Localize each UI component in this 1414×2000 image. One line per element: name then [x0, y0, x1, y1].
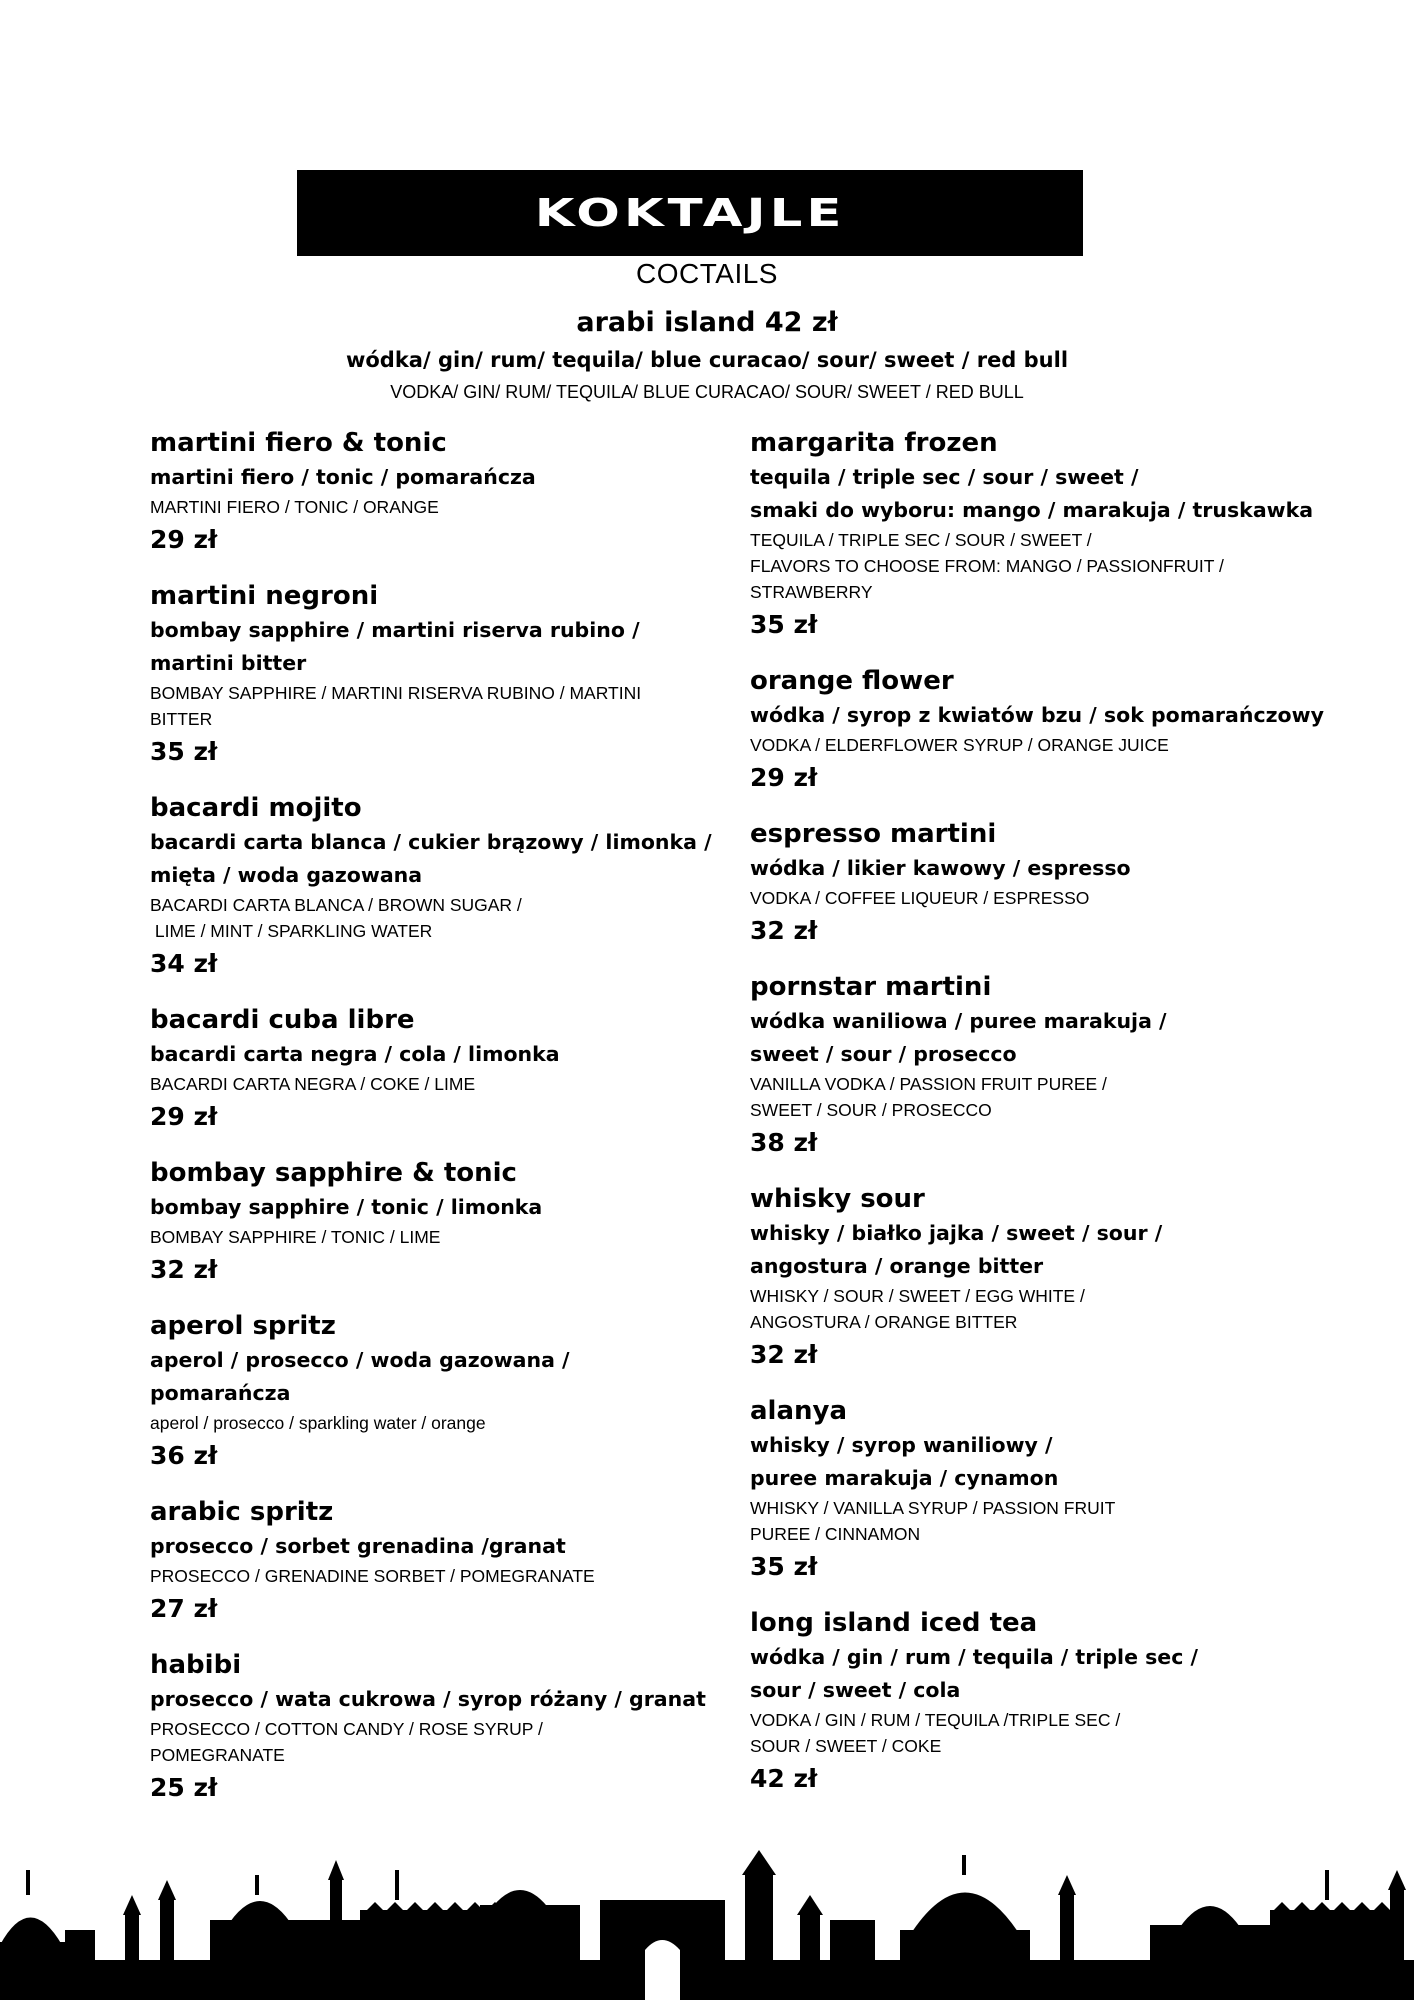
ingredients-en-line: BOMBAY SAPPHIRE / TONIC / LIME — [150, 1227, 441, 1247]
menu-item-bombay-sapphire-tonic — [150, 1155, 710, 1288]
ingredients-pl-line: aperol / prosecco / woda gazowana / — [150, 1348, 570, 1372]
cocktail-name: arabic spritz — [150, 1497, 334, 1527]
ingredients-pl-line: bacardi carta negra / cola / limonka — [150, 1042, 560, 1066]
menu-title-banner — [297, 170, 1083, 256]
menu-subtitle: COCTAILS — [636, 258, 778, 289]
ingredients-en-line: BOMBAY SAPPHIRE / MARTINI RISERVA RUBINO / MARTINI — [150, 683, 642, 703]
ingredients-en-line: BACARDI CARTA NEGRA / COKE / LIME — [150, 1074, 476, 1094]
menu-item-whisky-sour — [750, 1181, 1320, 1373]
ingredients-en-line: TEQUILA / TRIPLE SEC / SOUR / SWEET / — [750, 530, 1092, 550]
ingredients-en-line: FLAVORS TO CHOOSE FROM: MANGO / PASSIONFRUIT / — [750, 556, 1224, 576]
ingredients-pl-line: puree marakuja / cynamon — [750, 1466, 1059, 1490]
ingredients-pl — [150, 1191, 710, 1224]
ingredients-pl — [150, 1683, 710, 1716]
ingredients-en — [750, 1071, 1320, 1123]
ingredients-pl-line: wódka / syrop z kwiatów bzu / sok pomarańczowy — [750, 703, 1324, 727]
cocktail-name: long island iced tea — [750, 1608, 1038, 1638]
ingredients-pl-line: sweet / sour / prosecco — [750, 1042, 1017, 1066]
ingredients-en-line: VODKA / GIN / RUM / TEQUILA /TRIPLE SEC / — [750, 1710, 1121, 1730]
ingredients-en — [750, 1707, 1320, 1759]
menu-item-long-island-iced-tea — [750, 1605, 1320, 1797]
price: 34 zł — [150, 949, 218, 978]
ingredients-pl — [750, 852, 1320, 885]
ingredients-en — [150, 1410, 710, 1436]
menu-item-habibi — [150, 1647, 710, 1806]
city-skyline-silhouette — [0, 1850, 1414, 2000]
ingredients-en-line: aperol / prosecco / sparkling water / orange — [150, 1413, 486, 1433]
ingredients-pl-line: angostura / orange bitter — [750, 1254, 1044, 1278]
ingredients-pl-line: whisky / białko jajka / sweet / sour / — [750, 1221, 1163, 1245]
cocktail-name: margarita frozen — [750, 428, 998, 458]
cocktail-name: whisky sour — [750, 1184, 925, 1214]
ingredients-en — [150, 494, 710, 520]
ingredients-en-line: MARTINI FIERO / TONIC / ORANGE — [150, 497, 439, 517]
menu-item-aperol-spritz — [150, 1308, 710, 1474]
ingredients-en-line: BITTER — [150, 709, 213, 729]
featured-ingredients-pl: wódka/ gin/ rum/ tequila/ blue curacao/ sour/ sweet / red bull — [345, 348, 1069, 372]
ingredients-pl-line: sour / sweet / cola — [750, 1678, 961, 1702]
ingredients-pl — [750, 699, 1324, 732]
price: 32 zł — [750, 1340, 818, 1369]
ingredients-pl-line: whisky / syrop waniliowy / — [750, 1433, 1053, 1457]
ingredients-pl — [150, 1530, 710, 1563]
ingredients-pl-line: pomarańcza — [150, 1381, 291, 1405]
menu-item-arabic-spritz — [150, 1494, 710, 1627]
ingredients-en — [750, 885, 1320, 911]
ingredients-pl-line: mięta / woda gazowana — [150, 863, 423, 887]
price: 42 zł — [750, 1764, 818, 1793]
price: 35 zł — [150, 737, 218, 766]
ingredients-en — [150, 1071, 710, 1097]
ingredients-en-line: WHISKY / SOUR / SWEET / EGG WHITE / — [750, 1286, 1085, 1306]
ingredients-pl — [150, 461, 710, 494]
ingredients-en — [150, 1716, 710, 1768]
price: 36 zł — [150, 1441, 218, 1470]
ingredients-en — [750, 527, 1320, 605]
ingredients-pl — [750, 461, 1320, 527]
menu-item-pornstar-martini — [750, 969, 1320, 1161]
ingredients-pl — [150, 614, 710, 680]
cocktail-name: bacardi cuba libre — [150, 1005, 415, 1035]
ingredients-en-line: SWEET / SOUR / PROSECCO — [750, 1100, 992, 1120]
price: 29 zł — [150, 1102, 218, 1131]
ingredients-pl-line: martini fiero / tonic / pomarańcza — [150, 465, 536, 489]
ingredients-pl-line: tequila / triple sec / sour / sweet / — [750, 465, 1139, 489]
ingredients-pl-line: wódka / gin / rum / tequila / triple sec / — [750, 1645, 1198, 1669]
ingredients-en-line: ANGOSTURA / ORANGE BITTER — [750, 1312, 1018, 1332]
menu-item-martini-fiero-tonic — [150, 425, 710, 558]
cocktail-name: habibi — [150, 1650, 242, 1680]
ingredients-pl — [750, 1005, 1320, 1071]
featured-ingredients-en: VODKA/ GIN/ RUM/ TEQUILA/ BLUE CURACAO/ SOUR/ SWEET / RED BULL — [390, 382, 1024, 402]
ingredients-pl-line: bombay sapphire / tonic / limonka — [150, 1195, 543, 1219]
price: 27 zł — [150, 1594, 218, 1623]
ingredients-pl-line: bombay sapphire / martini riserva rubino / — [150, 618, 640, 642]
price: 29 zł — [750, 763, 818, 792]
ingredients-pl-line: wódka / likier kawowy / espresso — [750, 856, 1131, 880]
ingredients-en — [750, 1283, 1320, 1335]
ingredients-pl — [150, 1344, 710, 1410]
price: 32 zł — [150, 1255, 218, 1284]
ingredients-pl — [750, 1641, 1320, 1707]
ingredients-en-line: BACARDI CARTA BLANCA / BROWN SUGAR / — [150, 895, 522, 915]
ingredients-en-line: PROSECCO / GRENADINE SORBET / POMEGRANATE — [150, 1566, 595, 1586]
ingredients-en-line: VODKA / COFFEE LIQUEUR / ESPRESSO — [750, 888, 1090, 908]
price: 29 zł — [150, 525, 218, 554]
ingredients-pl-line: bacardi carta blanca / cukier brązowy / limonka / — [150, 830, 712, 854]
ingredients-pl-line: prosecco / wata cukrowa / syrop różany / granat — [150, 1687, 706, 1711]
menu-item-alanya — [750, 1393, 1320, 1585]
menu-item-orange-flower — [750, 663, 1324, 796]
menu-item-margarita-frozen — [750, 425, 1320, 643]
menu-item-martini-negroni — [150, 578, 710, 770]
price: 25 zł — [150, 1773, 218, 1802]
ingredients-en-line: SOUR / SWEET / COKE — [750, 1736, 942, 1756]
ingredients-pl — [750, 1429, 1320, 1495]
left-menu-column — [150, 425, 710, 1826]
cocktail-name: pornstar martini — [750, 972, 992, 1002]
ingredients-en-line: PROSECCO / COTTON CANDY / ROSE SYRUP / — [150, 1719, 543, 1739]
price: 32 zł — [750, 916, 818, 945]
menu-item-bacardi-mojito — [150, 790, 710, 982]
ingredients-en — [750, 1495, 1320, 1547]
ingredients-en-line: POMEGRANATE — [150, 1745, 285, 1765]
cocktail-name: alanya — [750, 1396, 848, 1426]
ingredients-pl — [150, 826, 710, 892]
menu-title: KOKTAJLE — [534, 191, 846, 235]
cocktail-name: bacardi mojito — [150, 793, 362, 823]
ingredients-en — [150, 892, 710, 944]
ingredients-pl-line: smaki do wyboru: mango / marakuja / truskawka — [750, 498, 1314, 522]
ingredients-en-line: VODKA / ELDERFLOWER SYRUP / ORANGE JUICE — [750, 735, 1169, 755]
featured-cocktail-name: arabi island 42 zł — [576, 307, 838, 338]
price: 35 zł — [750, 610, 818, 639]
right-menu-column — [750, 425, 1324, 1817]
ingredients-en — [750, 732, 1320, 758]
ingredients-pl-line: wódka waniliowa / puree marakuja / — [750, 1009, 1167, 1033]
cocktail-name: bombay sapphire & tonic — [150, 1158, 517, 1188]
ingredients-en-line: WHISKY / VANILLA SYRUP / PASSION FRUIT — [750, 1498, 1116, 1518]
cocktail-name: orange flower — [750, 666, 954, 696]
ingredients-en-line: LIME / MINT / SPARKLING WATER — [150, 921, 433, 941]
price: 35 zł — [750, 1552, 818, 1581]
ingredients-en — [150, 1563, 710, 1589]
cocktail-name: aperol spritz — [150, 1311, 336, 1341]
ingredients-en — [150, 680, 710, 732]
menu-item-bacardi-cuba-libre — [150, 1002, 710, 1135]
cocktail-name: martini fiero & tonic — [150, 428, 447, 458]
ingredients-pl — [750, 1217, 1320, 1283]
ingredients-pl — [150, 1038, 710, 1071]
cocktail-name: martini negroni — [150, 581, 379, 611]
ingredients-en-line: PUREE / CINNAMON — [750, 1524, 921, 1544]
ingredients-en — [150, 1224, 710, 1250]
ingredients-en-line: VANILLA VODKA / PASSION FRUIT PUREE / — [750, 1074, 1107, 1094]
menu-item-espresso-martini — [750, 816, 1320, 949]
price: 38 zł — [750, 1128, 818, 1157]
ingredients-en-line: STRAWBERRY — [750, 582, 873, 602]
ingredients-pl-line: prosecco / sorbet grenadina /granat — [150, 1534, 566, 1558]
cocktail-name: espresso martini — [750, 819, 997, 849]
ingredients-pl-line: martini bitter — [150, 651, 307, 675]
